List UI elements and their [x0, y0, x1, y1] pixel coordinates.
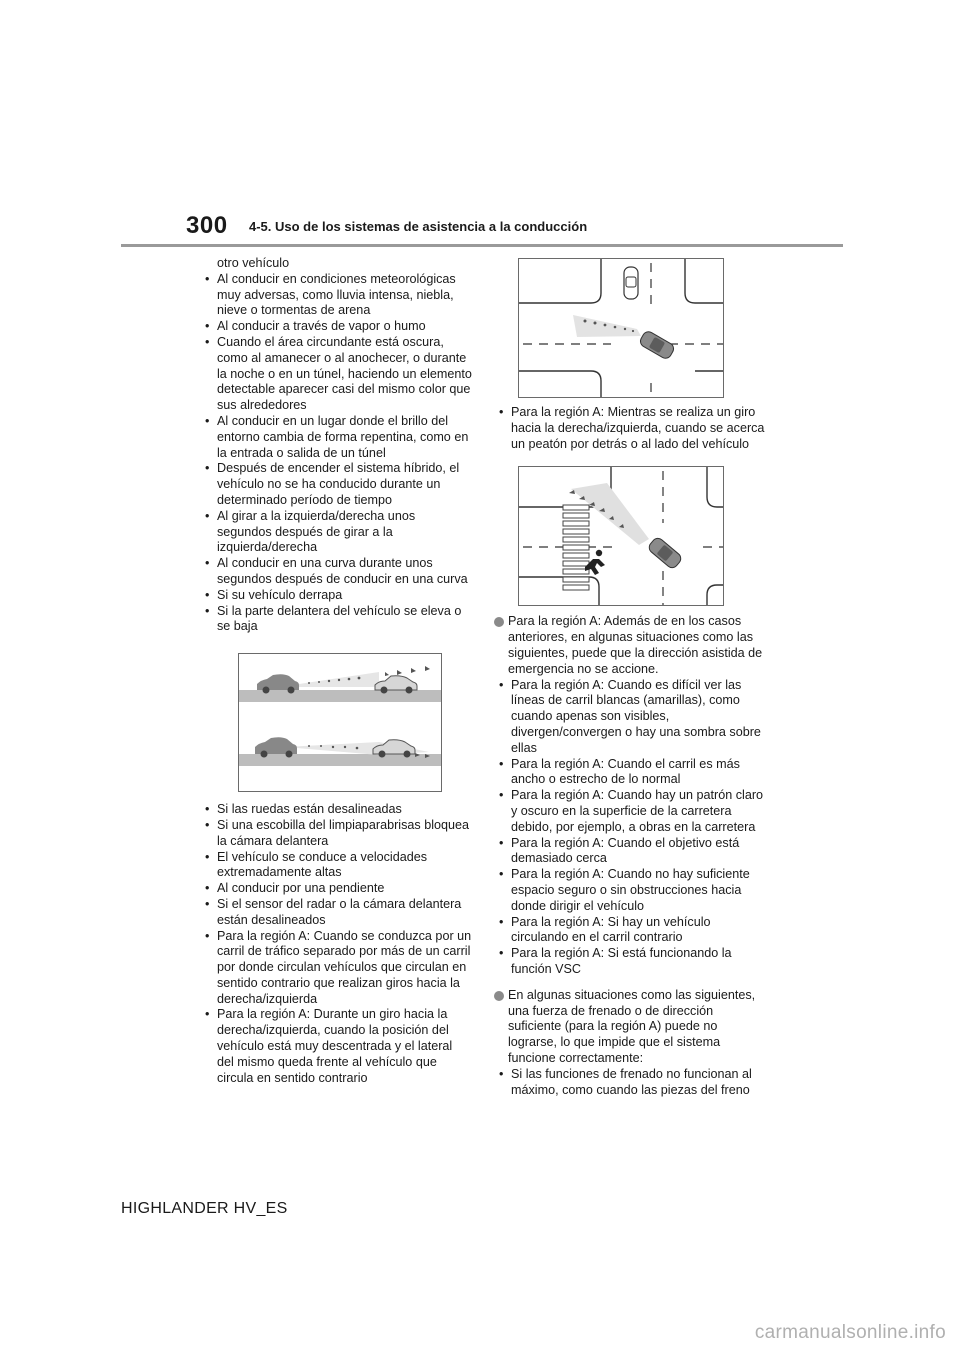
list-item: • Para la región A: Si hay un vehículo circulando en el carril contrario: [494, 915, 766, 947]
list-item: • Al conducir en un lugar donde el brillo del entorno cambia de forma repentina, como en la entrada o salida de un túnel: [200, 414, 472, 461]
bullet-circle-icon: [494, 991, 504, 1001]
bullet-list-right-2: [494, 678, 766, 978]
list-item: • Si una escobilla del limpiaparabrisas bloquea la cámara delantera: [200, 818, 472, 850]
list-item: • El vehículo se conduce a velocidades extremadamente altas: [200, 850, 472, 882]
list-item: • Al conducir en condiciones meteorológicas muy adversas, como lluvia intensa, niebla, nieve o tormentas de arena: [200, 272, 472, 319]
bullet-list-left-1: [200, 272, 472, 635]
page-number: 300: [186, 212, 228, 239]
list-item: • Al conducir a través de vapor o humo: [200, 319, 472, 335]
list-item: • Si el sensor del radar o la cámara delantera están desalineados: [200, 897, 472, 929]
list-item: • Si su vehículo derrapa: [200, 588, 472, 604]
list-item: • Cuando el área circundante está oscura, como al amanecer o al anochecer, o durante la noche o en un túnel, haciendo un elemento detectable aparecer casi del mismo color que sus alrededores: [200, 335, 472, 414]
list-item: • Si las funciones de frenado no funcionan al máximo, como cuando las piezas del freno: [494, 1067, 766, 1099]
list-item: • Al conducir por una pendiente: [200, 881, 472, 897]
section-title: 4-5. Uso de los sistemas de asistencia a la conducción: [249, 219, 588, 234]
bullet-list-left-2: [200, 802, 472, 1086]
bullet-circle-icon: [494, 617, 504, 627]
illustration-pedestrian-crossing: [518, 466, 724, 606]
list-item: • Para la región A: Cuando se conduzca por un carril de tráfico separado por más de un carril por donde circulan vehículos que circulan en sentido contrario que realizan giros hacia la derecha/izquierda: [200, 929, 472, 1008]
list-item: • Después de encender el sistema híbrido, el vehículo no se ha conducido durante un determinado período de tiempo: [200, 461, 472, 508]
list-item: • Para la región A: Cuando es difícil ver las líneas de carril blancas (amarillas), como cuando apenas son visibles, divergen/convergen o hay una sombra sobre ellas: [494, 678, 766, 757]
illustration-vehicles-on-slope: [238, 653, 442, 792]
right-column: [494, 258, 766, 1098]
list-item: • Si la parte delantera del vehículo se eleva o se baja: [200, 604, 472, 636]
illustration-intersection-turn: [518, 258, 724, 398]
bullet-list-right-3: [494, 1067, 766, 1099]
watermark: carmanualsonline.info: [754, 1322, 946, 1343]
note-paragraph-emergency-steering: [494, 614, 766, 677]
list-item: • Para la región A: Cuando el carril es más ancho o estrecho de lo normal: [494, 757, 766, 789]
note-paragraph-braking-force: [494, 988, 766, 1067]
paragraph-text: En algunas situaciones como las siguientes, una fuerza de frenado o de dirección suficiente (para la región A) puede no lograrse, lo que impide que el sistema funcione correctamente:: [508, 987, 756, 1065]
bullet-list-right-1: [494, 405, 766, 452]
list-item: • Para la región A: Durante un giro hacia la derecha/izquierda, cuando la posición del vehículo está muy descentrada y el lateral del mismo queda frente al vehículo que circula en sentido contrario: [200, 1007, 472, 1086]
list-item: • Para la región A: Cuando el objetivo está demasiado cerca: [494, 836, 766, 868]
list-item: • Para la región A: Cuando no hay suficiente espacio seguro o sin obstrucciones hacia donde dirigir el vehículo: [494, 867, 766, 914]
header-rule: [121, 244, 843, 247]
paragraph-text: Para la región A: Además de en los casos anteriores, en algunas situaciones como las siguientes, puede que la dirección asistida de emergencia no se accione.: [508, 614, 763, 676]
continuation-text: otro vehículo: [217, 256, 290, 270]
list-item: • Al conducir en una curva durante unos segundos después de conducir en una curva: [200, 556, 472, 588]
list-item: • Para la región A: Si está funcionando la función VSC: [494, 946, 766, 978]
list-item: • Al girar a la izquierda/derecha unos segundos después de girar a la izquierda/derecha: [200, 509, 472, 556]
left-column: [200, 256, 472, 1086]
list-item: • Para la región A: Mientras se realiza un giro hacia la derecha/izquierda, cuando se acerca un peatón por detrás o al lado del vehículo: [494, 405, 766, 452]
list-item: • Si las ruedas están desalineadas: [200, 802, 472, 818]
list-item: • Para la región A: Cuando hay un patrón claro y oscuro en la superficie de la carretera debido, por ejemplo, a obras en la carretera: [494, 788, 766, 835]
footer-model-name: HIGHLANDER HV_ES: [121, 1200, 288, 1217]
